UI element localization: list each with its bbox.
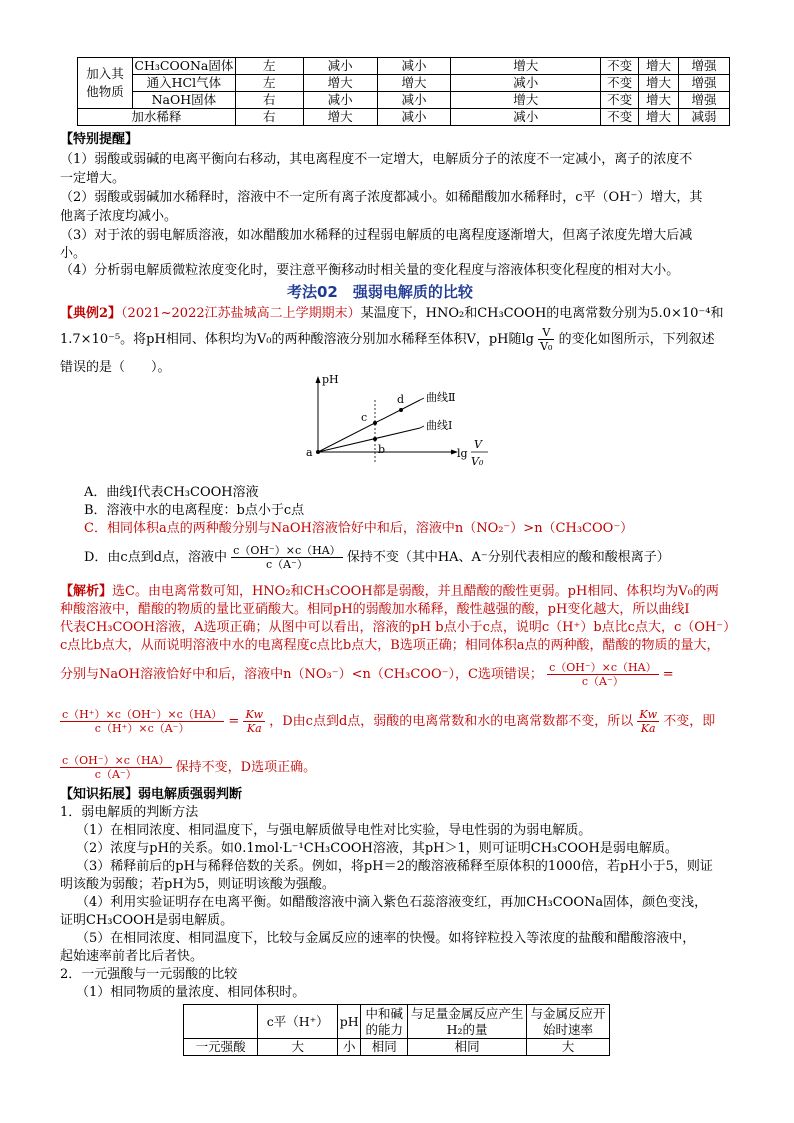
fraction-den: c（A⁻） [94, 768, 137, 781]
table-cell: 相同 [361, 1039, 408, 1056]
table-cell: 增大 [639, 75, 679, 92]
option-d [84, 544, 670, 571]
ext-item: （5）在相同浓度、相同温度下，比较与金属反应的速率的快慢。如将锌粒投入等浓度的盐酸和醋酸溶液中， [76, 931, 696, 946]
example-line [60, 305, 723, 323]
fraction-den: Ka [246, 722, 262, 735]
table-cell: 减小 [377, 92, 451, 109]
table-cell: NaOH固体 [132, 92, 235, 109]
table-cell: 大 [258, 1039, 338, 1056]
equals-sign: = [662, 667, 674, 682]
ph-dilution-graph [300, 372, 520, 484]
table-cell: 增强 [679, 58, 730, 75]
table-cell: 减小 [303, 92, 377, 109]
acid-comparison-table [183, 1004, 610, 1056]
analysis-line [60, 754, 316, 781]
ext-title: 【知识拓展】弱电解质强弱判断 [60, 787, 243, 802]
tip-paragraph: （2）弱酸或弱碱加水稀释时，溶液中不一定所有离子浓度都减小。如稀醋酸加水稀释时，c平（OH⁻）增大，其 [60, 190, 703, 205]
option-d-text: D．由c点到d点，溶液中 [84, 550, 228, 565]
table-cell: 不变 [601, 58, 639, 75]
table-row [184, 1039, 610, 1056]
example-text: 的变化如图所示，下列叙述 [558, 332, 715, 347]
curve-ii [318, 400, 420, 452]
table-cell: 增大 [639, 109, 679, 126]
fraction-num: c（OH⁻）×c（HA） [549, 661, 657, 674]
fraction-den: Ka [640, 722, 656, 735]
ext-item: 明该酸为弱酸；若pH为5，则证明该酸为强酸。 [60, 877, 335, 892]
table-row [78, 58, 730, 75]
group-label: 加入其他物质 [78, 58, 133, 109]
analysis-line [60, 661, 674, 688]
analysis-tag: 【解析】 [60, 584, 113, 599]
fraction [60, 708, 224, 735]
tip-title: 【特别提醒】 [60, 132, 139, 147]
table-cell: 小 [338, 1039, 361, 1056]
curve-i [318, 428, 420, 452]
table-cell: 增大 [451, 92, 601, 109]
point-d [399, 408, 403, 412]
ext-heading: 1．弱电解质的判断方法 [60, 805, 199, 820]
fraction [547, 661, 659, 688]
label-b: b [378, 443, 386, 456]
table-cell: 增大 [377, 75, 451, 92]
table-cell: 一元强酸 [184, 1039, 258, 1056]
table-cell: 减小 [377, 109, 451, 126]
ext-item: 起始速率前者比后者快。 [60, 949, 204, 964]
option-b: B．溶液中水的电离程度：b点小于c点 [84, 503, 305, 518]
table-header-row [184, 1005, 610, 1039]
analysis-line [60, 708, 715, 735]
table-cell: 增强 [679, 92, 730, 109]
example-text: 1.7×10⁻⁵。将pH相同、体积均为V₀的两种酸溶液分别加水稀释至体积V，pH随lg [60, 332, 534, 347]
fraction-den: c（H⁺）×c（A⁻） [94, 722, 190, 735]
table-cell: 加水稀释 [78, 109, 236, 126]
table-cell: 不变 [601, 92, 639, 109]
example-line: 错误的是（ ）。 [60, 360, 171, 375]
table-row [78, 92, 730, 109]
table-cell: 大 [527, 1039, 610, 1056]
label-a: a [306, 446, 313, 459]
point-c [373, 421, 377, 425]
y-axis-arrow [316, 376, 321, 383]
table-header: c平（H⁺） [258, 1005, 338, 1039]
analysis-text: 不变，即 [663, 714, 716, 729]
table-cell: 减小 [451, 109, 601, 126]
point-a [316, 450, 320, 454]
ext-item: （3）稀释前后的pH与稀释倍数的关系。例如，将pH＝2的酸溶液稀释至原体积的1000倍，若pH小于5，则证 [76, 859, 713, 874]
table-cell: 不变 [601, 75, 639, 92]
x-axis-frac-den: V₀ [471, 455, 484, 468]
comparison-table-top [77, 57, 730, 126]
tip-paragraph: 他离子浓度均减小。 [60, 209, 178, 224]
ext-heading: 2．一元强酸与一元弱酸的比较 [60, 967, 238, 982]
analysis-text: 保持不变，D选项正确。 [175, 760, 317, 775]
tip-paragraph: （4）分析弱电解质微粒浓度变化时，要注意平衡移动时相关量的变化程度与溶液体积变化程度的相对大小。 [60, 263, 680, 278]
table-cell: 相同 [408, 1039, 527, 1056]
table-row [78, 109, 730, 126]
fraction-num: Kw [639, 708, 658, 721]
table-cell: 减小 [303, 58, 377, 75]
fraction-num: Kw [245, 708, 264, 721]
table-header: pH [338, 1005, 361, 1039]
y-axis-label: pH [322, 373, 339, 386]
fraction [231, 544, 343, 571]
table-cell: 右 [235, 92, 303, 109]
label-c: c [361, 411, 368, 424]
equals-sign: = [228, 714, 240, 729]
table-cell: 减小 [451, 75, 601, 92]
table-header: 中和碱的能力 [361, 1005, 408, 1039]
ext-item: （1）在相同浓度、相同温度下，与强电解质做导电性对比实验，导电性弱的为弱电解质。 [76, 823, 592, 838]
table-cell: 右 [235, 109, 303, 126]
example-tag: 【典例2】 [60, 306, 122, 321]
analysis-line [60, 583, 719, 601]
analysis-text: 分别与NaOH溶液恰好中和后，溶液中n（NO₃⁻）<n（CH₃COO⁻），C选项错误； [60, 667, 543, 682]
fraction-num: c（OH⁻）×c（HA） [62, 754, 170, 767]
ext-item: （4）利用实验证明存在电离平衡。如醋酸溶液中滴入紫色石蕊溶液变红，再加CH₃COONa固体，颜色变浅， [76, 895, 708, 910]
ext-item: （2）浓度与pH的关系。如0.1mol·L⁻¹CH₃COOH溶液，其pH＞1，则可证明CH₃COOH是弱电解质。 [76, 841, 678, 856]
label-d: d [397, 393, 405, 406]
table-cell: 增大 [639, 58, 679, 75]
fraction [60, 754, 172, 781]
curve-i-leader [420, 426, 424, 428]
analysis-line: c点比b点大，从而说明溶液中水的电离程度c点比b点大，B选项正确；相同体积a点的两种酸，醋酸的物质的量大， [60, 638, 720, 653]
option-d-text: 保持不变（其中HA、A⁻分别代表相应的酸和酸根离子） [346, 550, 670, 565]
analysis-text: 选C。由电离常数可知，HNO₂和CH₃COOH都是弱酸，并且醋酸的酸性更弱。pH相同、体积均为V₀的两 [112, 584, 719, 599]
ext-item: 证明CH₃COOH是弱电解质。 [60, 913, 234, 928]
table-cell: 左 [235, 75, 303, 92]
table-row [78, 75, 730, 92]
fraction-num: V [538, 326, 554, 340]
tip-paragraph: （3）对于浓的弱电解质溶液，如冰醋酸加水稀释的过程弱电解质的电离程度逐渐增大，但离子浓度先增大后减 [60, 228, 693, 243]
fraction-den: c（A⁻） [581, 675, 624, 688]
table-cell: 增大 [451, 58, 601, 75]
table-cell: 增大 [303, 75, 377, 92]
ext-item: （1）相同物质的量浓度、相同体积时。 [76, 985, 306, 1000]
x-axis-frac-num: V [474, 438, 482, 451]
example-line [60, 326, 715, 353]
x-axis-label-lg: lg [457, 447, 468, 460]
table-header: 与金属反应开始时速率 [527, 1005, 610, 1039]
fraction [243, 708, 265, 735]
tip-paragraph: （1）弱酸或弱碱的电离平衡向右移动，其电离程度不一定增大，电解质分子的浓度不一定减小，离子的浓度不 [60, 152, 693, 167]
analysis-text: ，D由c点到d点，弱酸的电离常数和水的电离常数都不变，所以 [269, 714, 634, 729]
analysis-line: 种酸溶液中，醋酸的物质的量比亚硝酸大。相同pH的弱酸加水稀释，酸性越强的酸，pH变化越大，所以曲线Ⅰ [60, 602, 690, 617]
table-cell: 增大 [303, 109, 377, 126]
table-header [184, 1005, 258, 1039]
option-c: C．相同体积a点的两种酸分别与NaOH溶液恰好中和后，溶液中n（NO₂⁻）>n（CH₃COO⁻） [84, 521, 634, 536]
fraction-num: c（OH⁻）×c（HA） [233, 544, 341, 557]
example-text: 某温度下，HNO₂和CH₃COOH的电离常数分别为5.0×10⁻⁴和 [360, 306, 724, 321]
analysis-line: 代表CH₃COOH溶液，A选项正确；从图中可以看出，溶液的pH b点小于c点，说明c（H⁺）b点比c点大，c（OH⁻） [60, 620, 737, 635]
fraction-den: V₀ [540, 340, 553, 353]
table-cell: 增强 [679, 75, 730, 92]
tip-paragraph: 一定增大。 [60, 171, 126, 186]
curve-i-label: 曲线Ⅰ [426, 419, 453, 432]
tip-paragraph: 小。 [60, 246, 87, 261]
table-cell: CH₃COONa固体 [134, 58, 234, 73]
table-cell: 不变 [601, 109, 639, 126]
fraction-num: c（H⁺）×c（OH⁻）×c（HA） [62, 708, 223, 721]
fraction-den: c（A⁻） [265, 558, 308, 571]
curve-ii-label: 曲线Ⅱ [426, 391, 456, 404]
point-b [373, 437, 377, 441]
table-cell: 减弱 [679, 109, 730, 126]
option-a: A．曲线Ⅰ代表CH₃COOH溶液 [84, 485, 259, 500]
table-header: 与足量金属反应产生H₂的量 [408, 1005, 527, 1039]
table-cell: 增大 [639, 92, 679, 109]
fraction [538, 326, 554, 353]
curve-ii-leader [420, 398, 424, 400]
fraction [637, 708, 659, 735]
table-cell: 通入HCl气体 [132, 75, 235, 92]
example-source: （2021~2022江苏盐城高二上学期期末） [121, 306, 361, 321]
table-cell: 左 [235, 58, 303, 75]
section-title: 考法02 强弱电解质的比较 [287, 283, 473, 301]
table-cell: 减小 [377, 58, 451, 75]
